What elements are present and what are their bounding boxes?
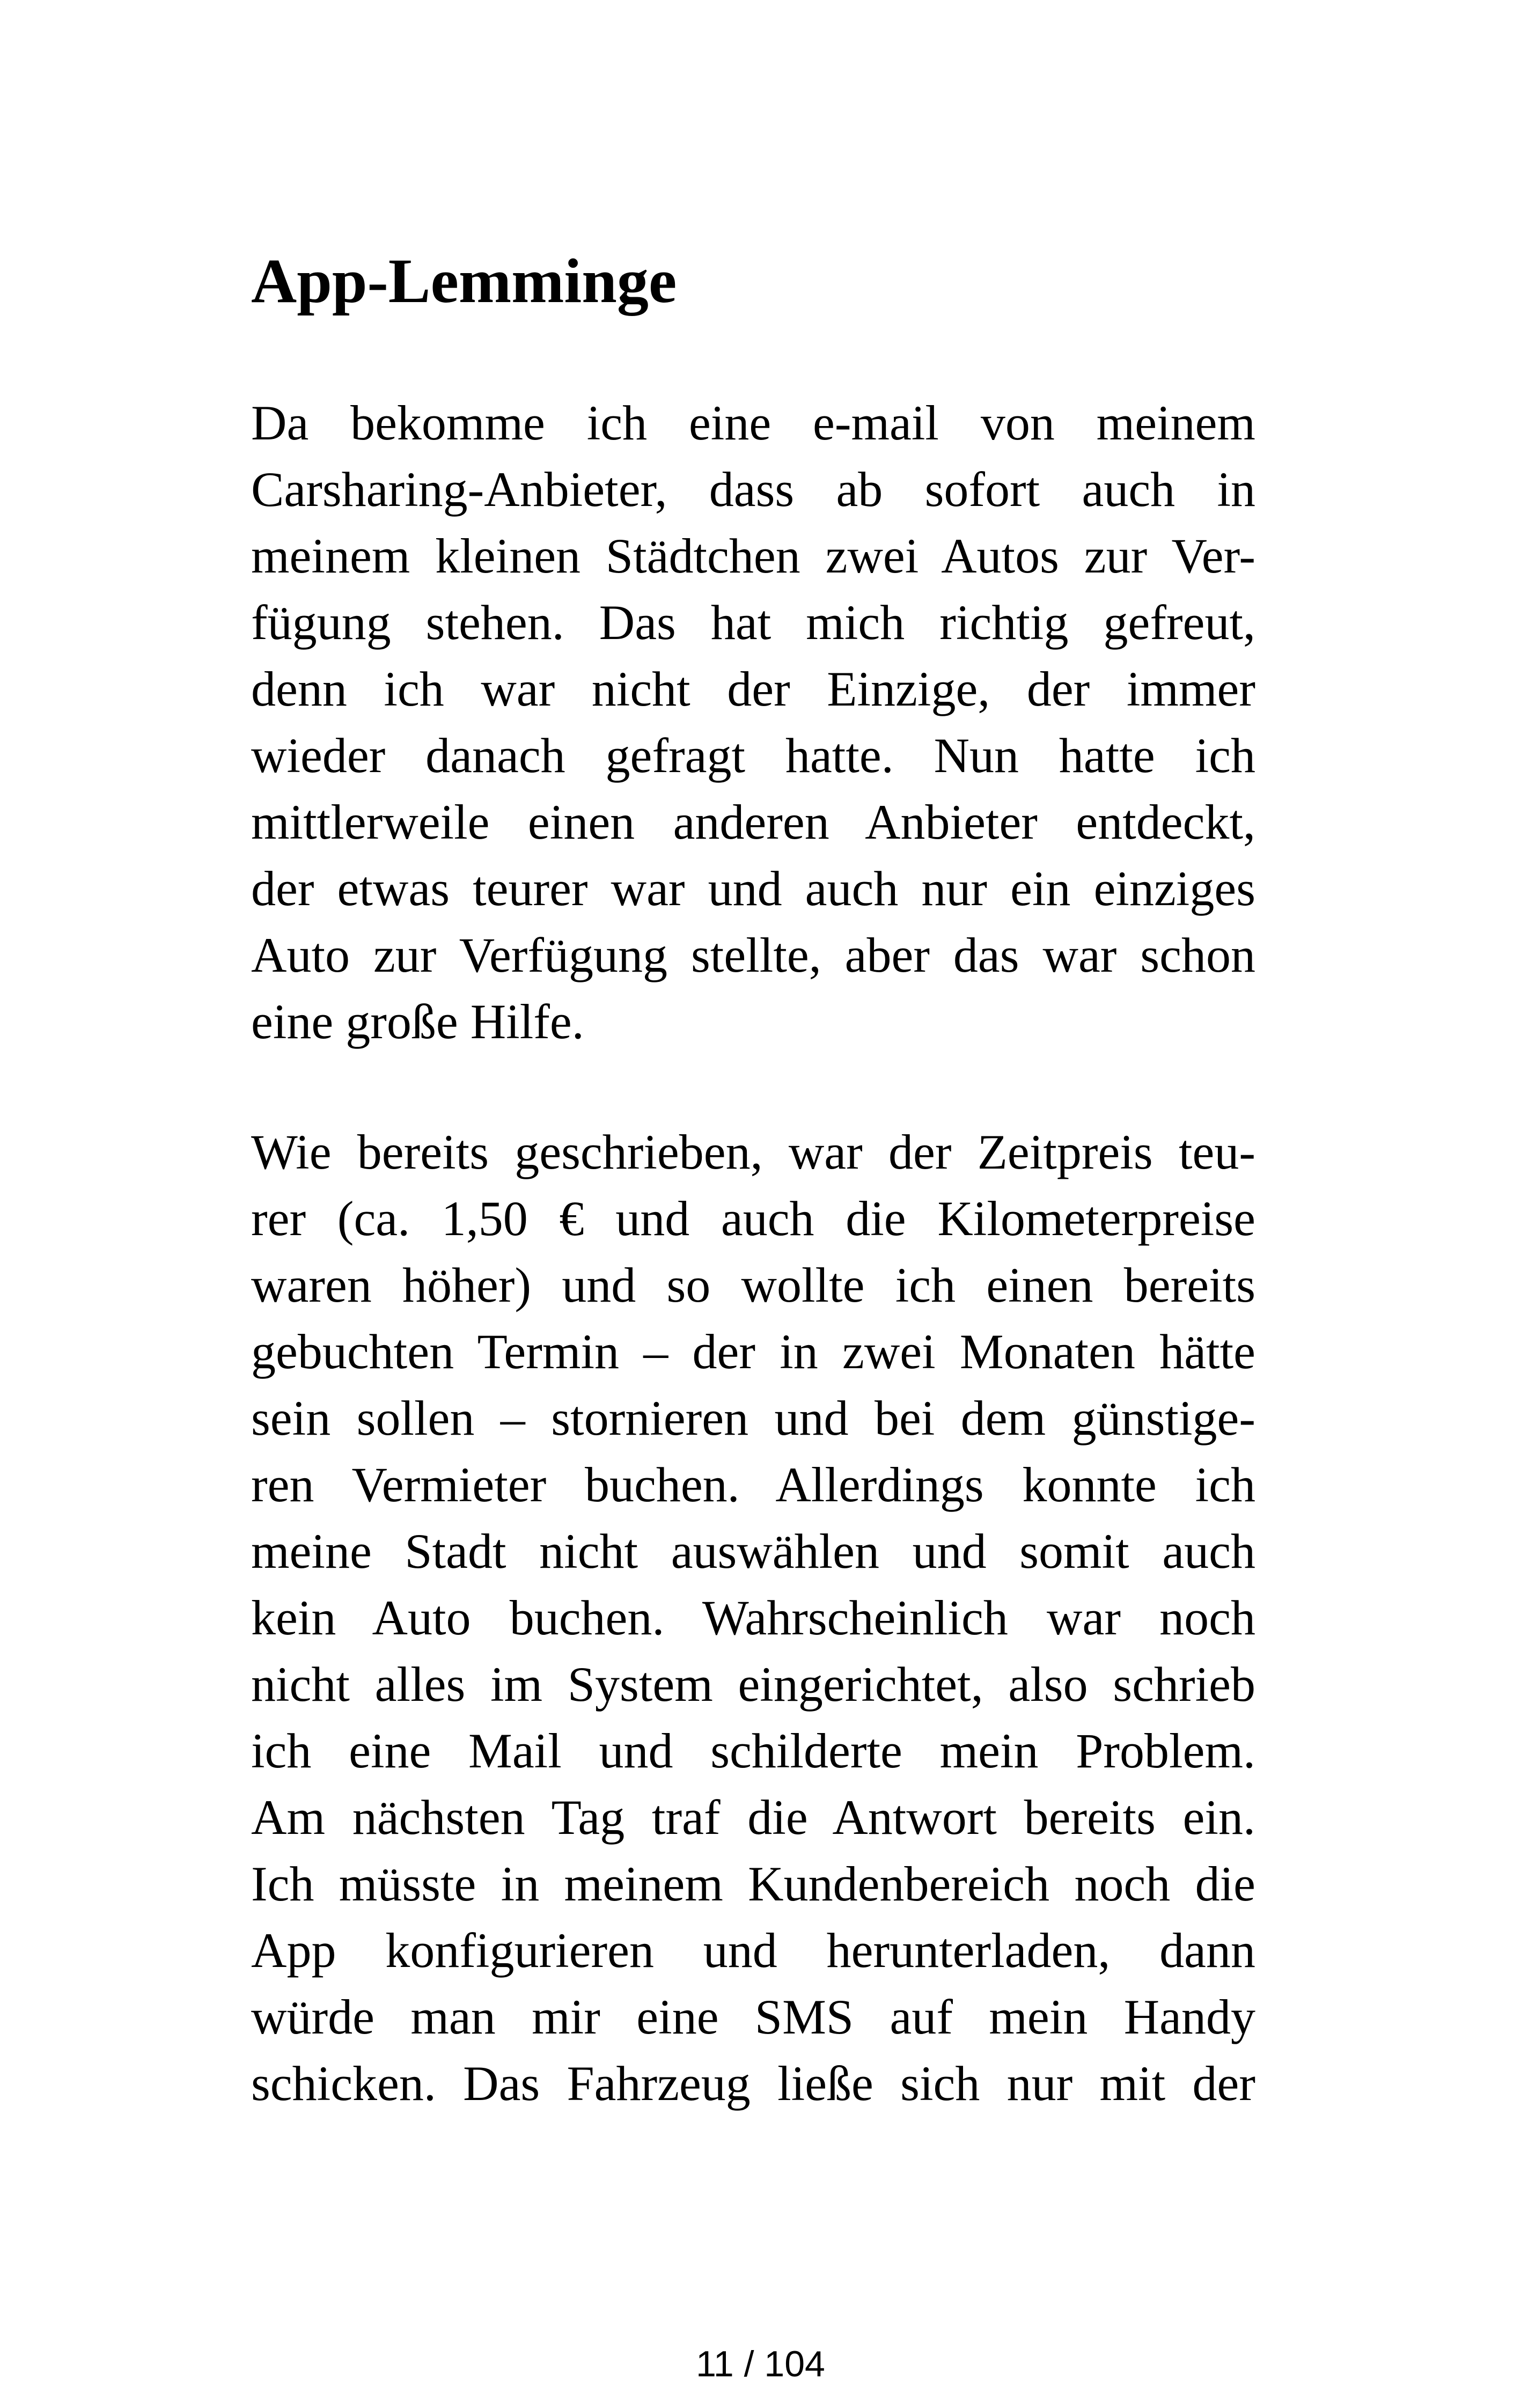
text-line: schicken. Das Fahrzeug ließe sich nur mit der [251,2056,1255,2111]
text-line: Wie bereits geschrieben, war der Zeitpreis teu- [251,1125,1255,1179]
text-line: mittlerweile einen anderen Anbieter entdeckt, [251,795,1255,849]
text-line: nicht alles im System eingerichtet, also schrieb [251,1657,1255,1712]
paragraph-2 [251,1119,1255,2117]
text-line: Carsharing-Anbieter, dass ab sofort auch in [251,462,1255,517]
text-line: denn ich war nicht der Einzige, der immer [251,662,1255,716]
text-line: Da bekomme ich eine e-mail von meinem [251,395,1255,450]
text-line: Auto zur Verfügung stellte, aber das war schon [251,928,1255,982]
text-line: wieder danach gefragt hatte. Nun hatte ich [251,728,1255,783]
text-line: würde man mir eine SMS auf mein Handy [251,1989,1255,2044]
text-line: gebuchten Termin – der in zwei Monaten hätte [251,1324,1255,1379]
text-line: sein sollen – stornieren und bei dem günstige- [251,1391,1255,1445]
text-line: waren höher) und so wollte ich einen bereits [251,1258,1255,1312]
text-line: Am nächsten Tag traf die Antwort bereits ein. [251,1790,1255,1845]
text-line: App konfigurieren und herunterladen, dann [251,1923,1255,1978]
text-line: eine große Hilfe. [251,994,584,1049]
text-line: ich eine Mail und schilderte mein Problem. [251,1723,1255,1778]
paragraph-1 [251,390,1255,1055]
text-line: Ich müsste in meinem Kundenbereich noch die [251,1856,1255,1911]
text-line: meine Stadt nicht auswählen und somit auch [251,1524,1255,1579]
text-line: rer (ca. 1,50 € und auch die Kilometerpreise [251,1191,1255,1246]
chapter-title: App-Lemminge [251,246,677,316]
text-line: ren Vermieter buchen. Allerdings konnte ich [251,1457,1255,1512]
text-line: fügung stehen. Das hat mich richtig gefreut, [251,595,1255,650]
text-line: der etwas teurer war und auch nur ein einziges [251,861,1255,916]
text-line: meinem kleinen Städtchen zwei Autos zur Ver- [251,528,1255,583]
page-number: 11 / 104 [696,2344,825,2384]
text-line: kein Auto buchen. Wahrscheinlich war noch [251,1590,1255,1645]
